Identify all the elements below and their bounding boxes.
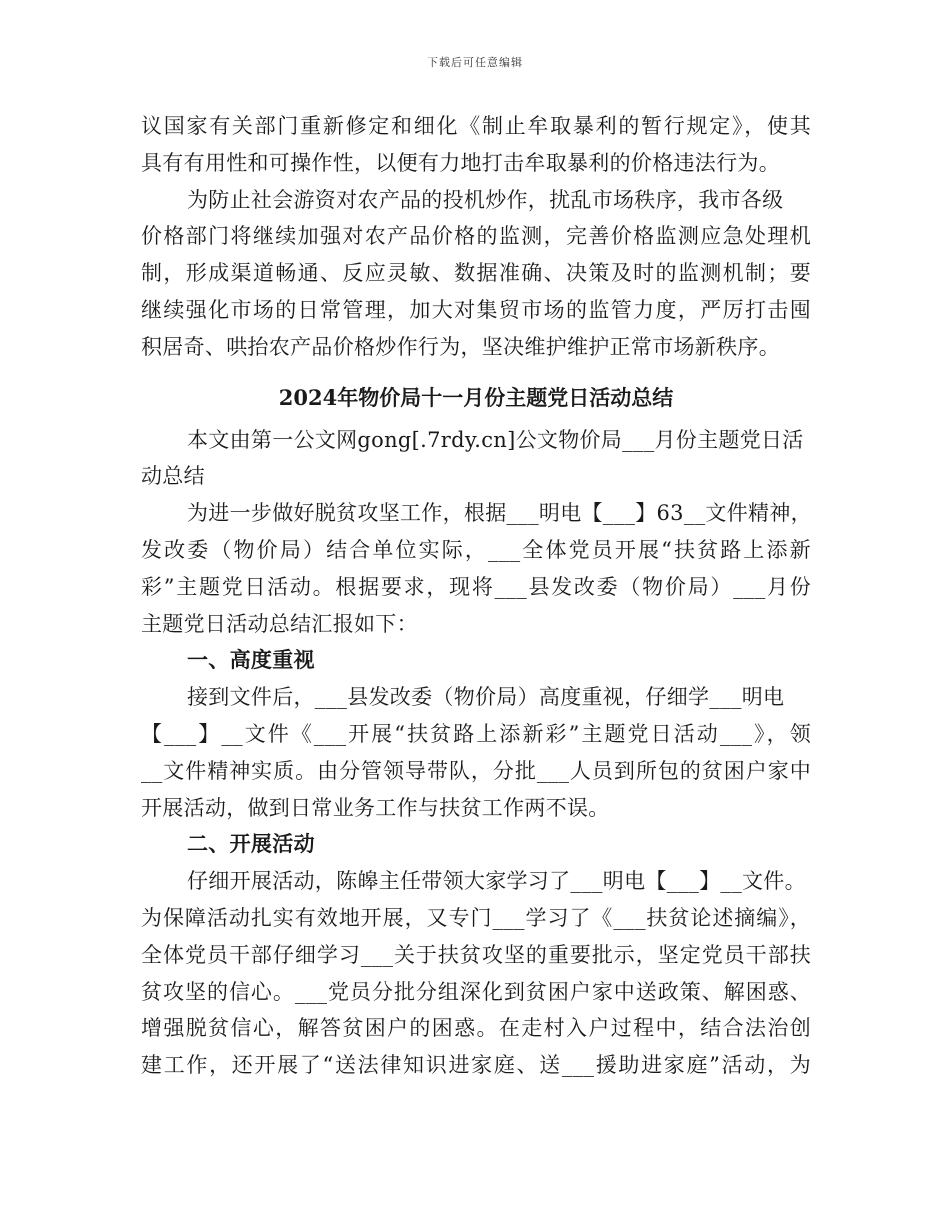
text-line: 积居奇、哄抬农产品价格炒作行为，坚决维护维护正常市场新秩序。 <box>141 334 780 359</box>
paragraph <box>141 495 811 642</box>
paragraph-continuation <box>141 108 811 182</box>
text-line: 增强脱贫信心，解答贫困户的困惑。在走村入户过程中，结合法治创 <box>141 1016 811 1041</box>
paragraph <box>141 679 811 826</box>
text-line: 全体党员干部仔细学习___关于扶贫攻坚的重要批示，坚定党员干部扶 <box>141 942 811 967</box>
text-line: 本文由第一公文网gong[.7rdy.cn]公文物价局___月份主题党日活 <box>187 427 804 452</box>
text-line: 开展活动，做到日常业务工作与扶贫工作两不误。 <box>141 795 610 820</box>
paragraph <box>141 182 811 366</box>
text-line: 彩”主题党日活动。根据要求，现将___县发改委（物价局）___月份 <box>141 574 811 599</box>
text-line: 为防止社会游资对农产品的投机炒作，扰乱市场秩序，我市各级 <box>187 187 784 212</box>
page-header: 下载后可任意编辑 <box>427 56 523 69</box>
text-line: 接到文件后，___县发改委（物价局）高度重视，仔细学___明电 <box>187 685 785 710</box>
text-line: __文件精神实质。由分管领导带队，分批___人员到所包的贫困户家中 <box>141 758 811 783</box>
text-line: 具有有用性和可操作性，以便有力地打击牟取暴利的价格违法行为。 <box>141 150 780 175</box>
text-line: 贫攻坚的信心。___党员分批分组深化到贫困户家中送政策、解困惑、 <box>141 979 811 1004</box>
text-line: 制，形成渠道畅通、反应灵敏、数据准确、决策及时的监测机制；要 <box>141 261 811 286</box>
section-title: 2024年物价局十一月份主题党日活动总结 <box>278 384 674 410</box>
section-heading: 二、开展活动 <box>187 831 315 857</box>
text-line: 动总结 <box>141 464 205 489</box>
text-line: 仔细开展活动，陈皞主任带领大家学习了___明电【___】__文件。 <box>187 869 806 894</box>
text-line: 为进一步做好脱贫攻坚工作，根据___明电【___】63__文件精神， <box>187 501 812 526</box>
text-line: 为保障活动扎实有效地开展，又专门___学习了《___扶贫论述摘编》， <box>141 905 811 930</box>
text-line: 议国家有关部门重新修定和细化《制止牟取暴利的暂行规定》，使其 <box>141 114 811 138</box>
section-heading: 一、高度重视 <box>187 647 315 673</box>
text-line: 建工作，还开展了“送法律知识进家庭、送___援助进家庭”活动，为 <box>141 1053 811 1078</box>
text-line: 价格部门将继续加强对农产品价格的监测，完善价格监测应急处理机 <box>141 224 811 249</box>
text-line: 主题党日活动总结汇报如下： <box>141 611 418 636</box>
paragraph <box>141 863 811 1084</box>
document-body <box>141 108 811 1084</box>
text-line: 发改委（物价局）结合单位实际，___全体党员开展“扶贫路上添新 <box>141 537 811 562</box>
text-line: 【___】__文件《___开展“扶贫路上添新彩”主题党日活动___》，领 <box>141 721 811 746</box>
text-line: 继续强化市场的日常管理，加大对集贸市场的监管力度，严厉打击囤 <box>141 297 811 322</box>
paragraph <box>141 422 811 496</box>
